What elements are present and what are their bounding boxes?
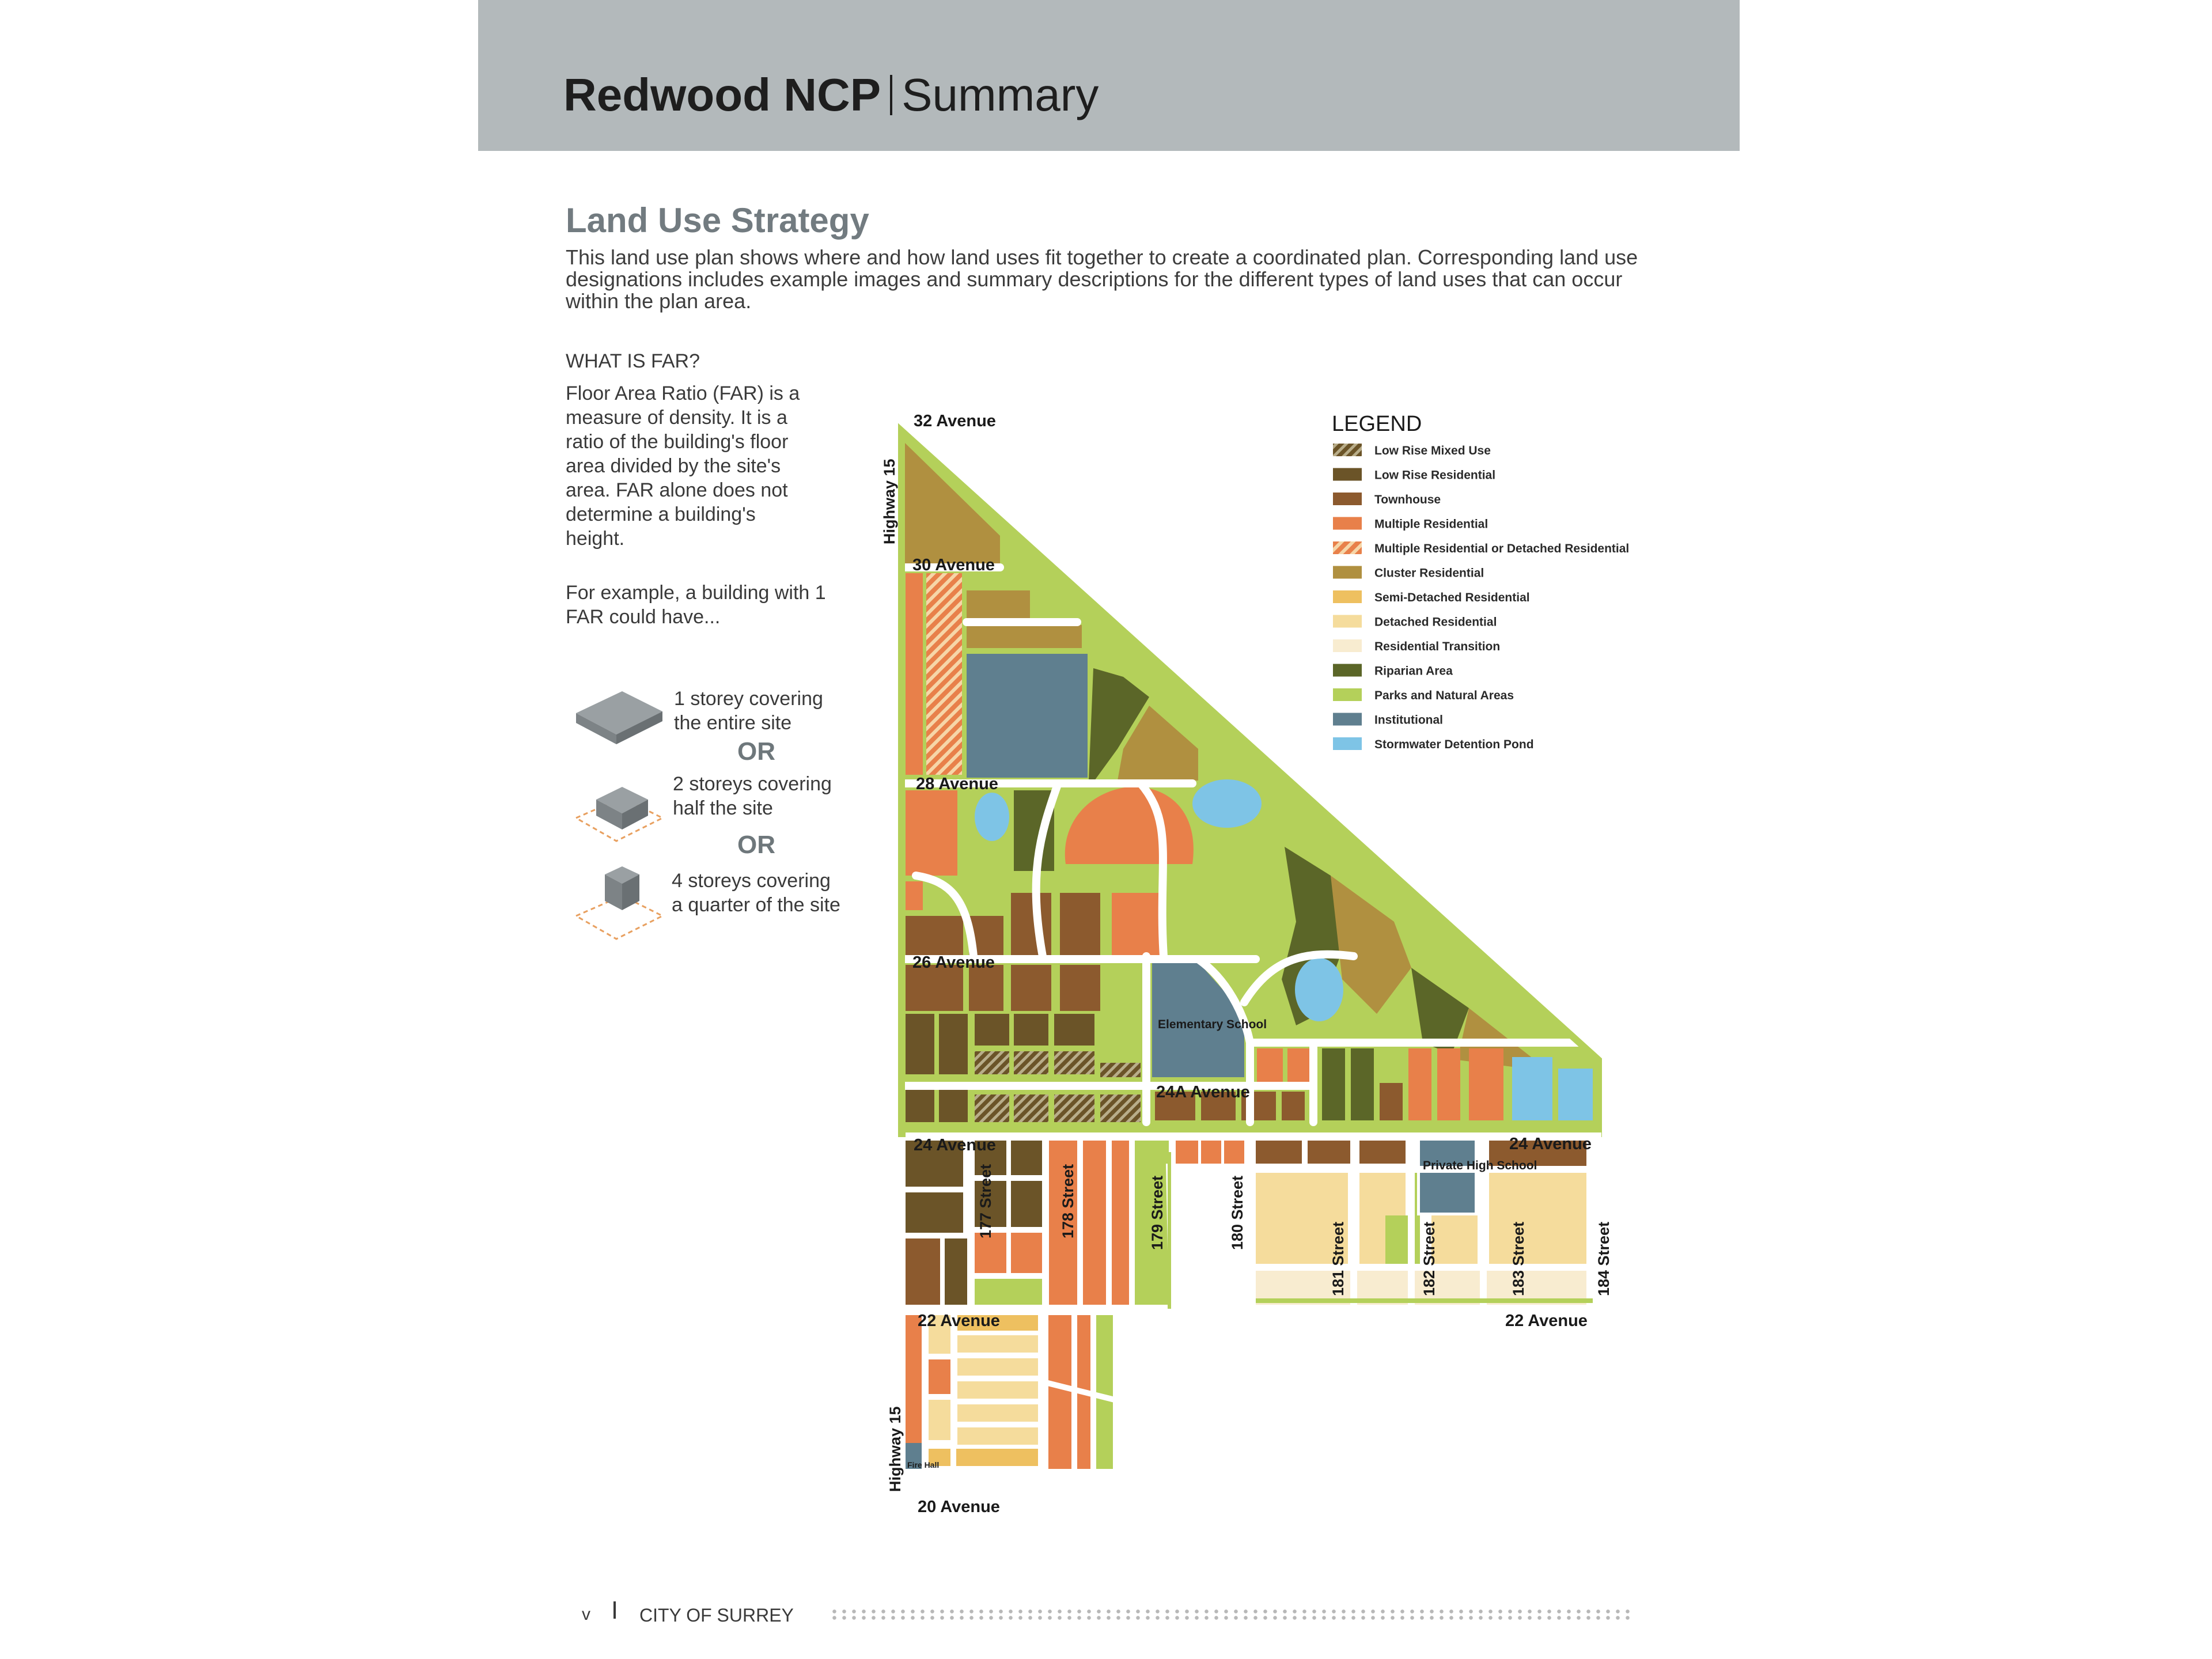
far-question: WHAT IS FAR? xyxy=(566,350,700,372)
legend-items xyxy=(1333,444,1629,751)
label-private-high-school: Private High School xyxy=(1423,1159,1537,1172)
legend-swatch xyxy=(1333,713,1362,726)
or-label-2: OR xyxy=(737,831,775,859)
stormwater-pond-3 xyxy=(1295,958,1343,1021)
private-high-school-block xyxy=(1420,1141,1475,1213)
far-option-3: 4 storeys covering a quarter of the site xyxy=(672,870,840,916)
legend-label: Stormwater Detention Pond xyxy=(1374,738,1534,751)
legend-label: Multiple Residential xyxy=(1374,517,1488,531)
label-24-avenue-east: 24 Avenue xyxy=(1509,1135,1592,1153)
label-183-street: 183 Street xyxy=(1510,1221,1527,1296)
footer-organization: CITY OF SURREY xyxy=(639,1605,794,1626)
label-26-avenue: 26 Avenue xyxy=(912,953,995,972)
legend-swatch xyxy=(1333,468,1362,481)
stormwater-pond-4 xyxy=(1512,1057,1552,1120)
legend-label: Low Rise Residential xyxy=(1374,468,1496,482)
legend-swatch xyxy=(1333,664,1362,677)
far-definition: Floor Area Ratio (FAR) is a measure of density. It is a ratio of the building's floor area divided by the site's area. FAR alone does not determine a building's height. xyxy=(566,382,800,550)
legend-label: Cluster Residential xyxy=(1374,566,1484,580)
footer-dot-rule xyxy=(830,1608,1630,1621)
label-184-street: 184 Street xyxy=(1595,1221,1612,1296)
label-182-street: 182 Street xyxy=(1421,1221,1438,1296)
label-24a-avenue: 24A Avenue xyxy=(1156,1083,1250,1101)
section-title: Land Use Strategy xyxy=(566,201,869,240)
label-32-avenue: 32 Avenue xyxy=(914,412,996,430)
legend-swatch xyxy=(1333,639,1362,652)
legend-label: Multiple Residential or Detached Residential xyxy=(1374,542,1630,555)
label-22-avenue-west: 22 Avenue xyxy=(918,1312,1000,1330)
or-label-1: OR xyxy=(737,737,775,766)
far-option-2: 2 storeys covering half the site xyxy=(673,773,832,819)
legend-swatch xyxy=(1333,566,1362,579)
intro-paragraph: This land use plan shows where and how land uses fit together to create a coordinated plan. Corresponding land use designations includes example images and summary descriptions for the different types of land uses that can occur within the plan area. xyxy=(566,245,1638,313)
title-bold: Redwood NCP xyxy=(563,69,881,120)
legend-swatch xyxy=(1333,590,1362,603)
legend-label: Townhouse xyxy=(1374,493,1441,506)
legend-swatch xyxy=(1333,688,1362,701)
label-180-street: 180 Street xyxy=(1229,1175,1246,1250)
multiple-or-detached-strip xyxy=(926,573,962,775)
legend-label: Low Rise Mixed Use xyxy=(1374,444,1491,457)
title-light: Summary xyxy=(902,69,1099,120)
label-highway-15-south: Highway 15 xyxy=(887,1406,904,1492)
legend-label: Semi-Detached Residential xyxy=(1374,591,1530,604)
legend-label: Detached Residential xyxy=(1374,615,1497,629)
legend-swatch xyxy=(1333,517,1362,530)
footer-divider xyxy=(613,1601,616,1619)
stormwater-pond-2 xyxy=(1192,779,1262,828)
label-22-avenue-east: 22 Avenue xyxy=(1505,1312,1588,1330)
label-28-avenue: 28 Avenue xyxy=(916,775,998,793)
legend-swatch xyxy=(1333,615,1362,628)
cluster-residential-30ave-2 xyxy=(967,625,1082,648)
legend-label: Institutional xyxy=(1374,713,1443,727)
label-30-avenue: 30 Avenue xyxy=(912,556,995,574)
label-179-street: 179 Street xyxy=(1149,1175,1166,1250)
label-20-avenue: 20 Avenue xyxy=(918,1498,1000,1516)
label-highway-15-north: Highway 15 xyxy=(881,459,898,544)
far-example: For example, a building with 1 FAR could have... xyxy=(566,582,826,628)
label-elementary-school: Elementary School xyxy=(1158,1018,1267,1031)
far-option-1: 1 storey covering the entire site xyxy=(674,688,823,734)
legend-label: Residential Transition xyxy=(1374,640,1501,653)
label-177-street: 177 Street xyxy=(977,1164,994,1238)
legend-label: Parks and Natural Areas xyxy=(1374,689,1514,702)
institutional-block xyxy=(967,654,1088,778)
page xyxy=(478,0,1740,1659)
legend-title: LEGEND xyxy=(1332,412,1422,436)
legend-swatch xyxy=(1333,737,1362,750)
label-fire-hall: Fire Hall xyxy=(907,1460,940,1469)
legend-swatch xyxy=(1333,493,1362,505)
multiple-residential-strip xyxy=(906,573,923,775)
land-use-map xyxy=(478,0,1740,1659)
label-24-avenue-west: 24 Avenue xyxy=(914,1136,996,1154)
legend-swatch xyxy=(1333,541,1362,554)
label-178-street: 178 Street xyxy=(1059,1164,1077,1238)
legend-label: Riparian Area xyxy=(1374,664,1453,678)
legend xyxy=(1332,412,1629,751)
cluster-residential-30ave xyxy=(967,590,1030,618)
page-number: v xyxy=(582,1605,590,1624)
legend-swatch xyxy=(1333,444,1362,456)
label-181-street: 181 Street xyxy=(1330,1221,1347,1296)
stormwater-pond-1 xyxy=(975,793,1009,841)
